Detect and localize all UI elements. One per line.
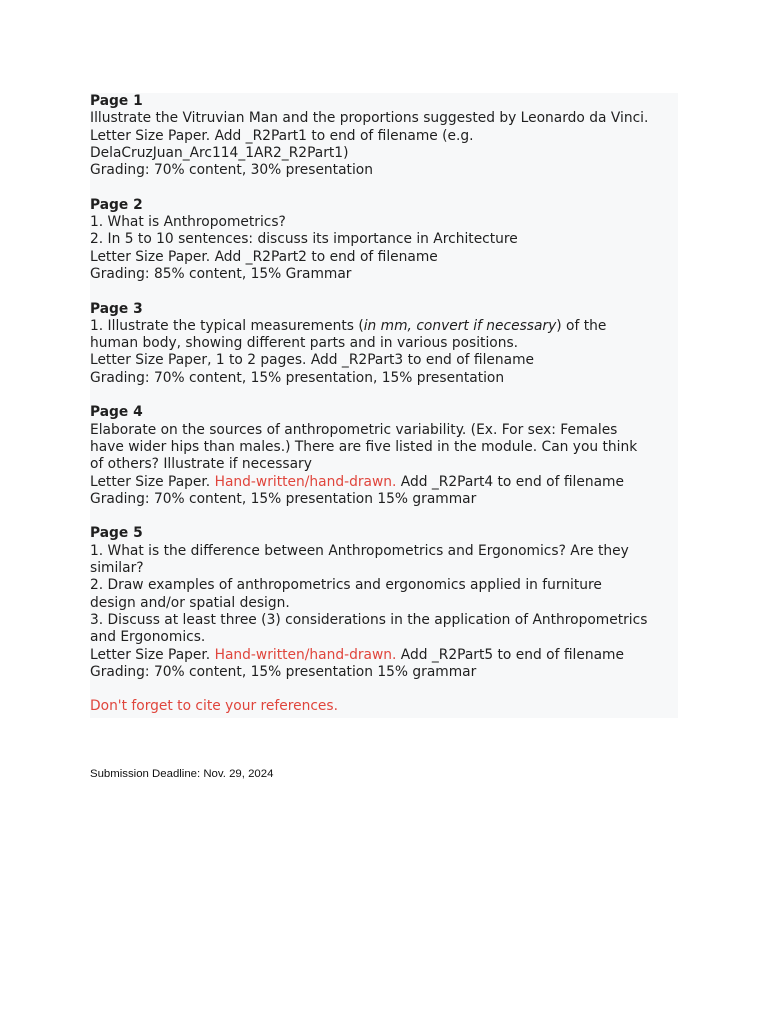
instruction-line: similar? <box>90 560 144 577</box>
paper-suffix: Add _R2Part5 to end of filename <box>400 646 624 663</box>
handwritten-note: Hand-written/hand-drawn. <box>214 473 397 490</box>
instruction-line <box>90 318 682 335</box>
instruction-line: Letter Size Paper. Add _R2Part2 to end of filename <box>90 248 438 265</box>
section-page-5 <box>90 525 682 681</box>
paper-line <box>90 647 682 664</box>
instruction-line: human body, showing different parts and in various positions. <box>90 335 519 352</box>
instruction-line: 1. What is Anthropometrics? <box>90 214 286 231</box>
section-heading: Page 4 <box>90 404 143 421</box>
paper-suffix: Add _R2Part4 to end of filename <box>400 473 624 490</box>
instruction-line: Letter Size Paper, 1 to 2 pages. Add _R2Part3 to end of filename <box>90 352 535 369</box>
instruction-line: 1. What is the difference between Anthropometrics and Ergonomics? Are they <box>90 542 629 559</box>
instruction-line: design and/or spatial design. <box>90 594 290 611</box>
submission-deadline: Submission Deadline: Nov. 29, 2024 <box>90 768 274 780</box>
instruction-line: Letter Size Paper. Add _R2Part1 to end of filename (e.g. <box>90 127 474 144</box>
instruction-line: Elaborate on the sources of anthropometric variability. (Ex. For sex: Females <box>90 421 618 438</box>
instruction-line: 3. Discuss at least three (3) considerations in the application of Anthropometrics <box>90 611 648 628</box>
section-heading: Page 5 <box>90 525 143 542</box>
instruction-line: and Ergonomics. <box>90 629 206 646</box>
paper-line <box>90 474 682 491</box>
section-heading: Page 3 <box>90 300 143 317</box>
grading-line: Grading: 70% content, 30% presentation <box>90 162 373 179</box>
grading-line: Grading: 70% content, 15% presentation 15% grammar <box>90 490 477 507</box>
section-heading: Page 1 <box>90 93 143 109</box>
instruction-text: ) of the <box>556 317 607 334</box>
section-page-3 <box>90 301 682 387</box>
instruction-line: of others? Illustrate if necessary <box>90 456 312 473</box>
paper-prefix: Letter Size Paper. <box>90 646 211 663</box>
instruction-line: 2. Draw examples of anthropometrics and ergonomics applied in furniture <box>90 577 602 594</box>
instructions-text <box>90 93 682 716</box>
section-page-2 <box>90 197 682 283</box>
section-heading: Page 2 <box>90 196 143 213</box>
instruction-line: DelaCruzJuan_Arc114_1AR2_R2Part1) <box>90 144 349 161</box>
grading-line: Grading: 70% content, 15% presentation, 15% presentation <box>90 369 505 386</box>
paper-prefix: Letter Size Paper. <box>90 473 211 490</box>
section-page-1 <box>90 93 682 179</box>
references-reminder: Don't forget to cite your references. <box>90 698 338 715</box>
instruction-line: Illustrate the Vitruvian Man and the proportions suggested by Leonardo da Vinci. <box>90 110 649 127</box>
instruction-line: have wider hips than males.) There are five listed in the module. Can you think <box>90 438 638 455</box>
section-page-4 <box>90 404 682 508</box>
handwritten-note: Hand-written/hand-drawn. <box>214 646 397 663</box>
instruction-line: 2. In 5 to 10 sentences: discuss its importance in Architecture <box>90 231 518 248</box>
grading-line: Grading: 85% content, 15% Grammar <box>90 265 352 282</box>
reminder-section <box>90 698 682 715</box>
instruction-text: 1. Illustrate the typical measurements ( <box>90 317 364 334</box>
italic-note: in mm, convert if necessary <box>363 317 557 334</box>
grading-line: Grading: 70% content, 15% presentation 15% grammar <box>90 663 477 680</box>
